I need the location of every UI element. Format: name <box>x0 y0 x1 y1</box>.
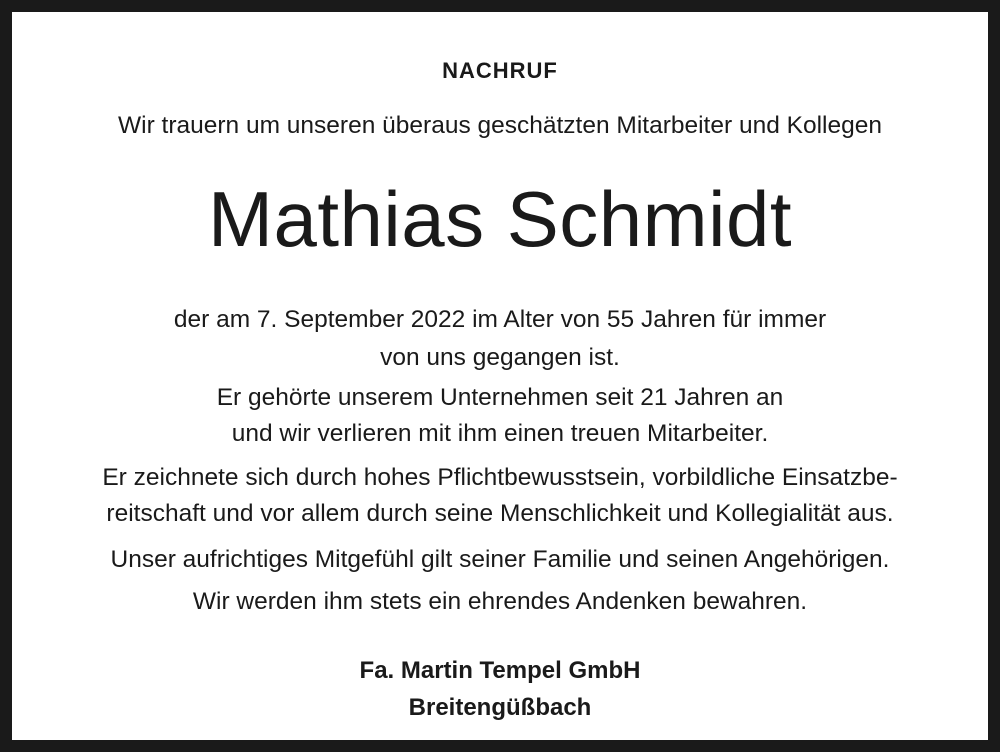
notice-body-line: und wir verlieren mit ihm einen treuen Mitarbeiter. <box>231 420 769 447</box>
deceased-name: Mathias Schmidt <box>207 175 793 263</box>
notice-body-line: Er zeichnete sich durch hohes Pflichtbewusstsein, vorbildliche Einsatzbe- <box>102 464 898 491</box>
notice-body-line: Er gehörte unserem Unternehmen seit 21 Jahren an <box>216 384 784 411</box>
notice-body-line: der am 7. September 2022 im Alter von 55 Jahren für immer <box>173 306 827 333</box>
signature-location: Breitengüßbach <box>408 694 592 721</box>
notice-body-line: Unser aufrichtiges Mitgefühl gilt seiner Familie und seinen Angehörigen. <box>110 546 890 573</box>
notice-body-line: von uns gegangen ist. <box>380 344 620 371</box>
notice-intro: Wir trauern um unseren überaus geschätzten Mitarbeiter und Kollegen <box>118 112 882 139</box>
notice-body-line: reitschaft und vor allem durch seine Menschlichkeit und Kollegialität aus. <box>106 500 894 527</box>
notice-heading: NACHRUF <box>442 58 558 83</box>
signature-company: Fa. Martin Tempel GmbH <box>359 657 641 684</box>
notice-body-line: Wir werden ihm stets ein ehrendes Andenken bewahren. <box>192 588 808 615</box>
